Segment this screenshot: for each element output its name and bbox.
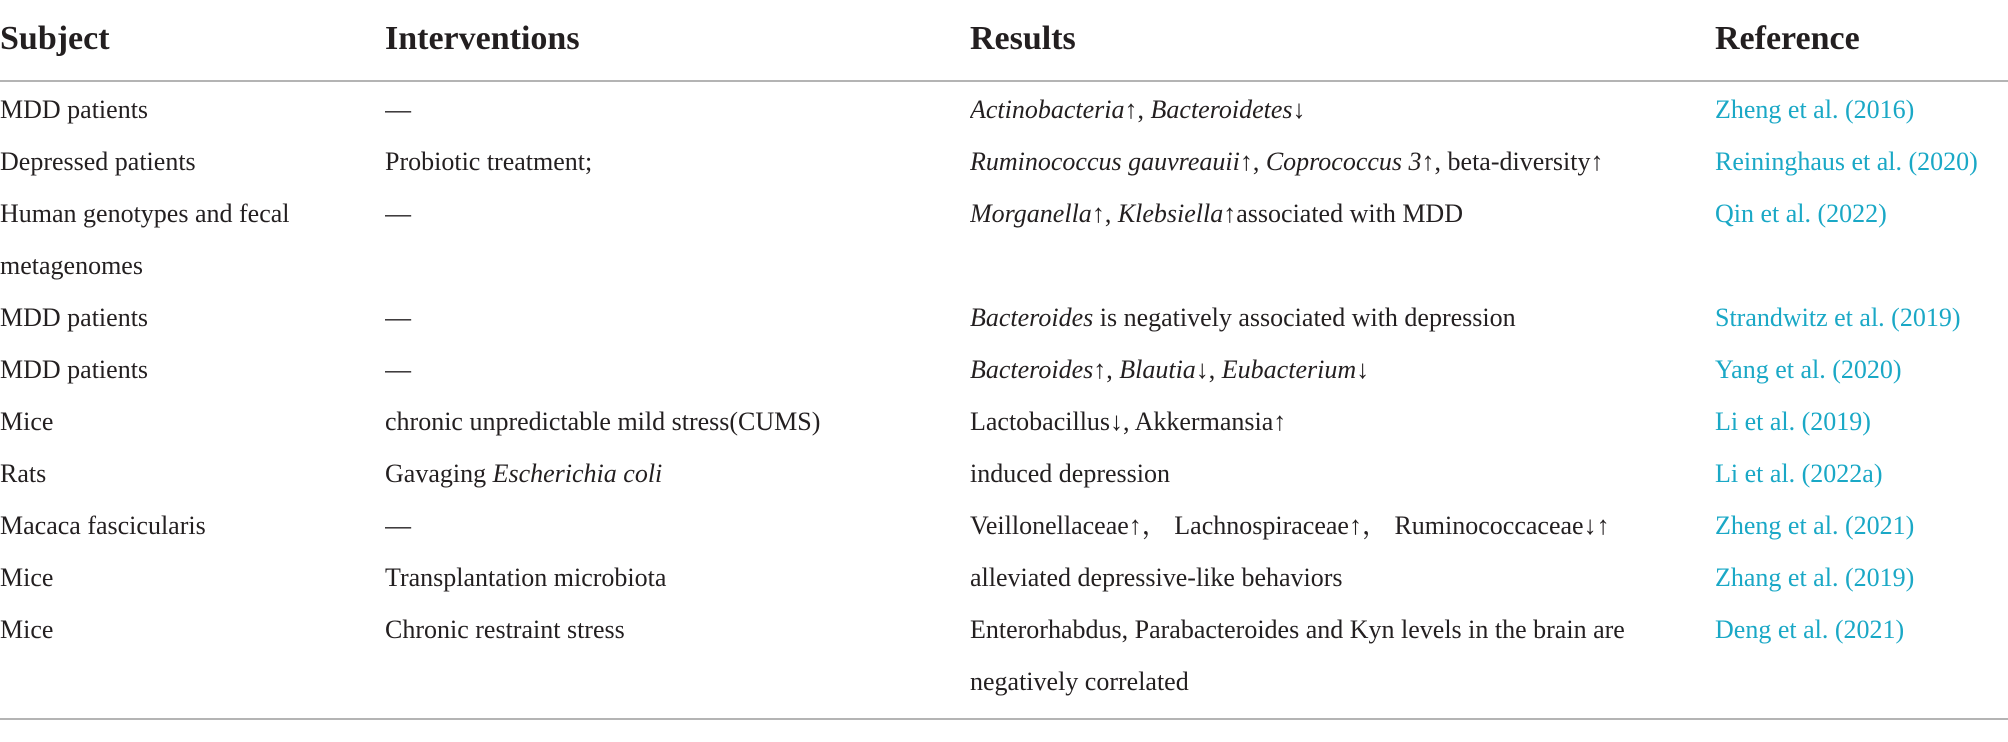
result-text: ↑, [1093, 355, 1120, 384]
genus-name: Actinobacteria [970, 95, 1125, 124]
result-text: ↑associated with MDD [1223, 199, 1463, 228]
cell-interventions: Probiotic treatment; [385, 147, 593, 176]
genus-name: Bacteroidetes [1150, 95, 1293, 124]
cell-results: Veillonellaceae↑， Lachnospiraceae↑， Ruminococcaceae↓↑ [970, 511, 1610, 540]
table-row [0, 81, 2008, 136]
cell-results: Enterorhabdus, Parabacteroides and Kyn levels in the brain are negatively correlated [970, 604, 1715, 719]
table-row [0, 292, 2008, 344]
reference-link[interactable]: Li et al. (2019) [1715, 407, 1871, 436]
cell-subject: MDD patients [0, 355, 149, 384]
reference-link[interactable]: Zheng et al. (2021) [1715, 511, 1915, 540]
cell-results [970, 81, 1715, 136]
table-row [0, 604, 2008, 719]
result-text: ↑, [1124, 95, 1151, 124]
result-text: is negatively associated with depression [1093, 303, 1516, 332]
cell-results [970, 188, 1715, 292]
reference-link[interactable]: Zhang et al. (2019) [1715, 563, 1915, 592]
cell-reference [1715, 136, 2008, 188]
cell-reference [1715, 188, 2008, 292]
genus-name: Klebsiella [1117, 199, 1224, 228]
reference-link[interactable]: Reininghaus et al. (2020) [1715, 147, 1978, 176]
cell-reference [1715, 396, 2008, 448]
table-row [0, 448, 2008, 500]
cell-subject: MDD patients [0, 95, 149, 124]
cell-subject: MDD patients [0, 303, 149, 332]
table-row [0, 500, 2008, 552]
genus-name: Eubacterium [1221, 355, 1357, 384]
cell-interventions [385, 448, 970, 500]
result-text: ↓ [1292, 95, 1306, 124]
reference-link[interactable]: Zheng et al. (2016) [1715, 95, 1915, 124]
cell-reference [1715, 448, 2008, 500]
cell-interventions: — [385, 303, 411, 332]
cell-results: induced depression [970, 459, 1171, 488]
cell-subject: Rats [0, 459, 47, 488]
cell-subject: Depressed patients [0, 147, 196, 176]
cell-interventions: chronic unpredictable mild stress(CUMS) [385, 407, 821, 436]
genus-name: Bacteroides [970, 303, 1094, 332]
header-interventions [385, 0, 970, 81]
cell-interventions: — [385, 199, 411, 228]
header-row [0, 0, 2008, 81]
header-reference-label: Reference [1715, 20, 1860, 57]
table-row [0, 552, 2008, 604]
cell-subject: Mice [0, 604, 385, 719]
header-subject [0, 0, 385, 81]
reference-link[interactable]: Strandwitz et al. (2019) [1715, 303, 1961, 332]
cell-results [970, 136, 1715, 188]
genus-name: Bacteroides [970, 355, 1094, 384]
result-text: ↑, [1091, 199, 1118, 228]
cell-interventions: — [385, 355, 411, 384]
cell-results [970, 292, 1715, 344]
cell-interventions: Chronic restraint stress [385, 604, 970, 719]
species-name: Escherichia coli [492, 459, 663, 488]
result-text: ↑, beta-diversity↑ [1421, 147, 1604, 176]
reference-link[interactable]: Deng et al. (2021) [1715, 615, 1905, 644]
result-text: ↑, [1239, 147, 1266, 176]
header-reference [1715, 0, 2008, 81]
cell-reference [1715, 500, 2008, 552]
result-text: ↓ [1356, 355, 1370, 384]
cell-reference [1715, 292, 2008, 344]
cell-results [970, 344, 1715, 396]
cell-reference [1715, 604, 2008, 719]
table-row [0, 396, 2008, 448]
cell-subject: Mice [0, 563, 54, 592]
cell-interventions: — [385, 95, 411, 124]
genus-name: Blautia [1119, 355, 1196, 384]
table-row [0, 136, 2008, 188]
header-subject-label: Subject [0, 20, 110, 57]
table-row [0, 344, 2008, 396]
table-body [0, 81, 2008, 719]
genus-name: Ruminococcus gauvreauii [970, 147, 1240, 176]
cell-reference [1715, 344, 2008, 396]
header-results-label: Results [970, 20, 1076, 57]
cell-results: Lactobacillus↓, Akkermansia↑ [970, 407, 1287, 436]
reference-link[interactable]: Li et al. (2022a) [1715, 459, 1883, 488]
reference-link[interactable]: Yang et al. (2020) [1715, 355, 1902, 384]
cell-subject: Human genotypes and fecal metagenomes [0, 199, 290, 280]
cell-reference [1715, 552, 2008, 604]
cell-reference [1715, 81, 2008, 136]
header-results [970, 0, 1715, 81]
header-interventions-label: Interventions [385, 20, 580, 57]
cell-interventions: Transplantation microbiota [385, 563, 667, 592]
cell-subject: Mice [0, 407, 54, 436]
cell-results: alleviated depressive-like behaviors [970, 563, 1343, 592]
genus-name: Morganella [970, 199, 1092, 228]
cell-interventions: — [385, 511, 411, 540]
intervention-text: Gavaging [385, 459, 493, 488]
table-row [0, 188, 2008, 292]
reference-link[interactable]: Qin et al. (2022) [1715, 199, 1887, 228]
result-text: ↓, [1195, 355, 1222, 384]
table-header [0, 0, 2008, 81]
genus-name: Coprococcus 3 [1265, 147, 1422, 176]
cell-subject: Macaca fascicularis [0, 511, 206, 540]
